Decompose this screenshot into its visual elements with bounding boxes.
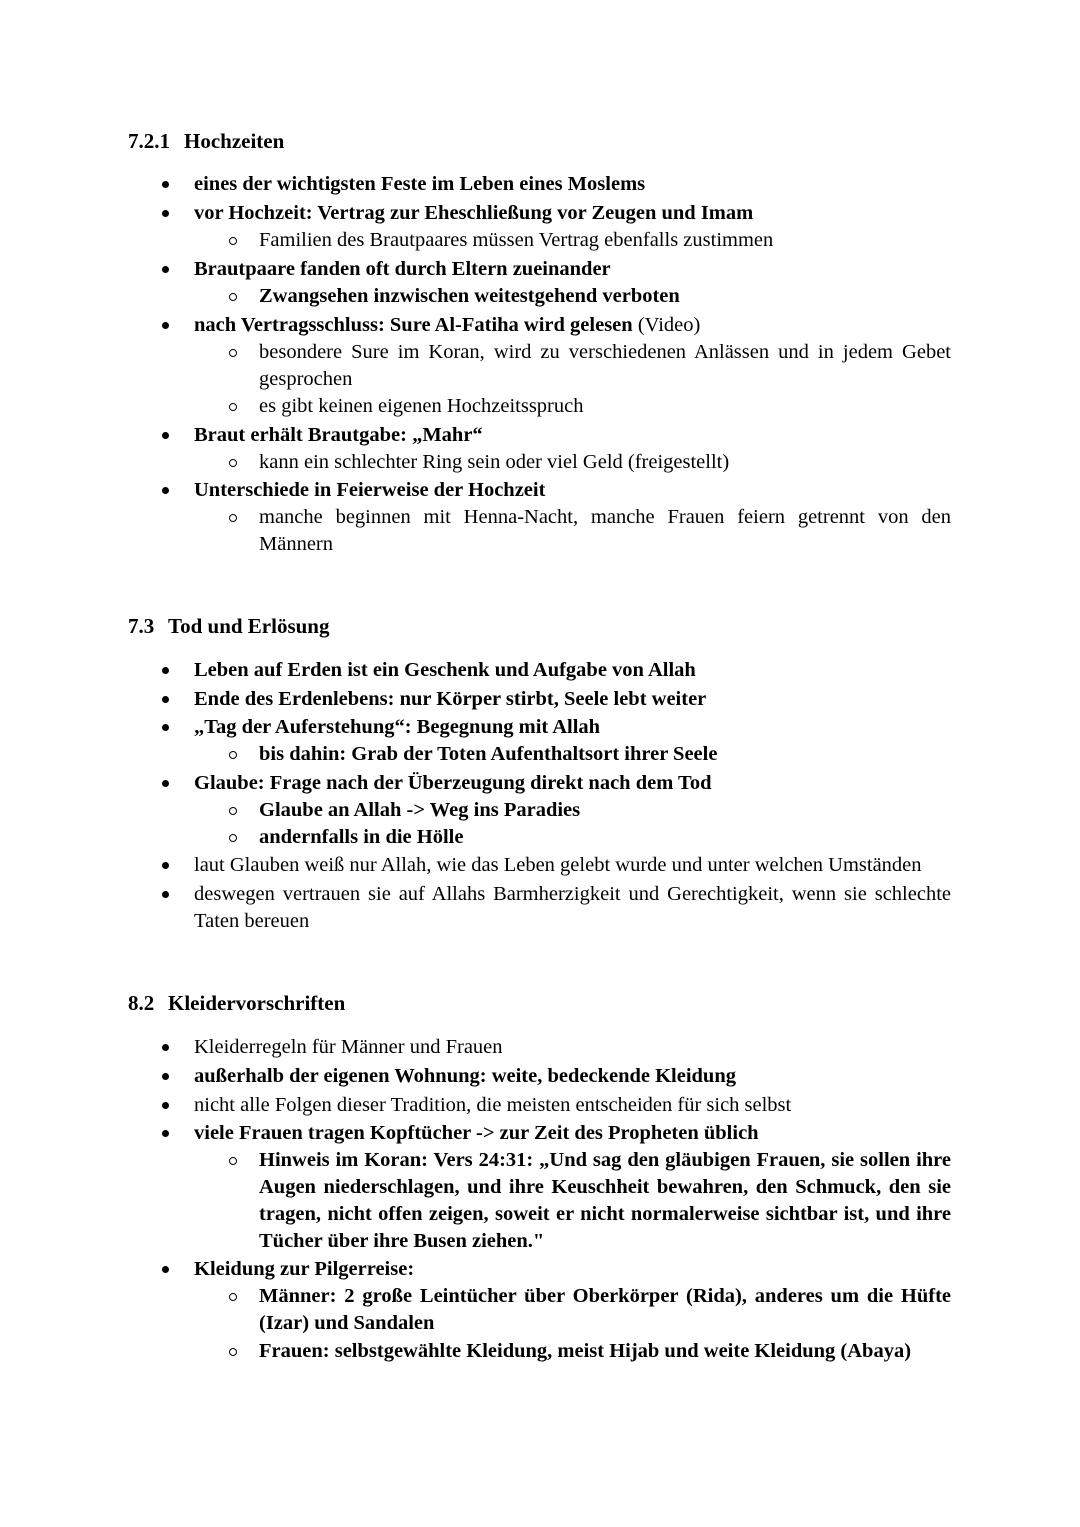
- section-number: 8.2: [128, 991, 155, 1015]
- sub-bullet-item: besondere Sure im Koran, wird zu verschiedenen Anlässen und in jedem Gebet gesprochen: [259, 339, 951, 393]
- bullet-suffix: (Video): [632, 314, 701, 336]
- bullet-item: Ende des Erdenlebens: nur Körper stirbt, Seele lebt weiter: [194, 686, 951, 713]
- bullet-item: Kleiderregeln für Männer und Frauen: [194, 1034, 951, 1061]
- bullet-item: nicht alle Folgen dieser Tradition, die meisten entscheiden für sich selbst: [194, 1092, 951, 1119]
- bullet-item: laut Glauben weiß nur Allah, wie das Leben gelebt wurde und unter welchen Umständen: [194, 852, 951, 879]
- bullet-text: nach Vertragsschluss: Sure Al-Fatiha wird gelesen: [194, 314, 633, 336]
- section-number: 7.3: [128, 614, 155, 638]
- sub-bullet-item: es gibt keinen eigenen Hochzeitsspruch: [259, 393, 951, 420]
- sub-bullet-item: andernfalls in die Hölle: [259, 824, 951, 851]
- section-heading: [128, 614, 330, 639]
- sub-bullet-item: Hinweis im Koran: Vers 24:31: „Und sag den gläubigen Frauen, sie sollen ihre Augen niederschlagen, und ihre Keuschheit bewahren, den Schmuck, den sie tragen, nicht offen zeigen, soweit er nicht normalerweise sichtbar ist, und ihre Tücher über ihre Busen ziehen.": [259, 1147, 951, 1255]
- section-number: 7.2.1: [128, 129, 170, 153]
- sub-bullet-item: Glaube an Allah -> Weg ins Paradies: [259, 797, 951, 824]
- bullet-item: deswegen vertrauen sie auf Allahs Barmherzigkeit und Gerechtigkeit, wenn sie schlechte Taten bereuen: [194, 881, 951, 935]
- section-heading: [128, 129, 284, 154]
- bullet-item: Brautpaare fanden oft durch Eltern zueinander: [194, 256, 951, 283]
- section-title: Kleidervorschriften: [168, 991, 346, 1015]
- bullet-item: vor Hochzeit: Vertrag zur Eheschließung vor Zeugen und Imam: [194, 200, 951, 227]
- bullet-item: Leben auf Erden ist ein Geschenk und Aufgabe von Allah: [194, 657, 951, 684]
- section-title: Tod und Erlösung: [168, 614, 330, 638]
- sub-bullet-item: bis dahin: Grab der Toten Aufenthaltsort ihrer Seele: [259, 741, 951, 768]
- bullet-item: eines der wichtigsten Feste im Leben eines Moslems: [194, 171, 951, 198]
- bullet-item: [194, 312, 951, 339]
- bullet-item: Glaube: Frage nach der Überzeugung direkt nach dem Tod: [194, 770, 951, 797]
- sub-bullet-item: Männer: 2 große Leintücher über Oberkörper (Rida), anderes um die Hüfte (Izar) und Sandalen: [259, 1283, 951, 1337]
- sub-bullet-item: Zwangsehen inzwischen weitestgehend verboten: [259, 283, 951, 310]
- sub-bullet-item: Familien des Brautpaares müssen Vertrag ebenfalls zustimmen: [259, 227, 951, 254]
- sub-bullet-item: kann ein schlechter Ring sein oder viel Geld (freigestellt): [259, 449, 951, 476]
- section-title: Hochzeiten: [184, 129, 285, 153]
- sub-bullet-item: Frauen: selbstgewählte Kleidung, meist Hijab und weite Kleidung (Abaya): [259, 1338, 951, 1365]
- bullet-item: Unterschiede in Feierweise der Hochzeit: [194, 477, 951, 504]
- section-heading: [128, 991, 345, 1016]
- sub-bullet-item: manche beginnen mit Henna-Nacht, manche Frauen feiern getrennt von den Männern: [259, 504, 951, 558]
- bullet-item: Kleidung zur Pilgerreise:: [194, 1256, 951, 1283]
- bullet-item: Braut erhält Brautgabe: „Mahr“: [194, 422, 951, 449]
- bullet-item: „Tag der Auferstehung“: Begegnung mit Allah: [194, 714, 951, 741]
- bullet-item: außerhalb der eigenen Wohnung: weite, bedeckende Kleidung: [194, 1063, 951, 1090]
- bullet-item: viele Frauen tragen Kopftücher -> zur Zeit des Propheten üblich: [194, 1120, 951, 1147]
